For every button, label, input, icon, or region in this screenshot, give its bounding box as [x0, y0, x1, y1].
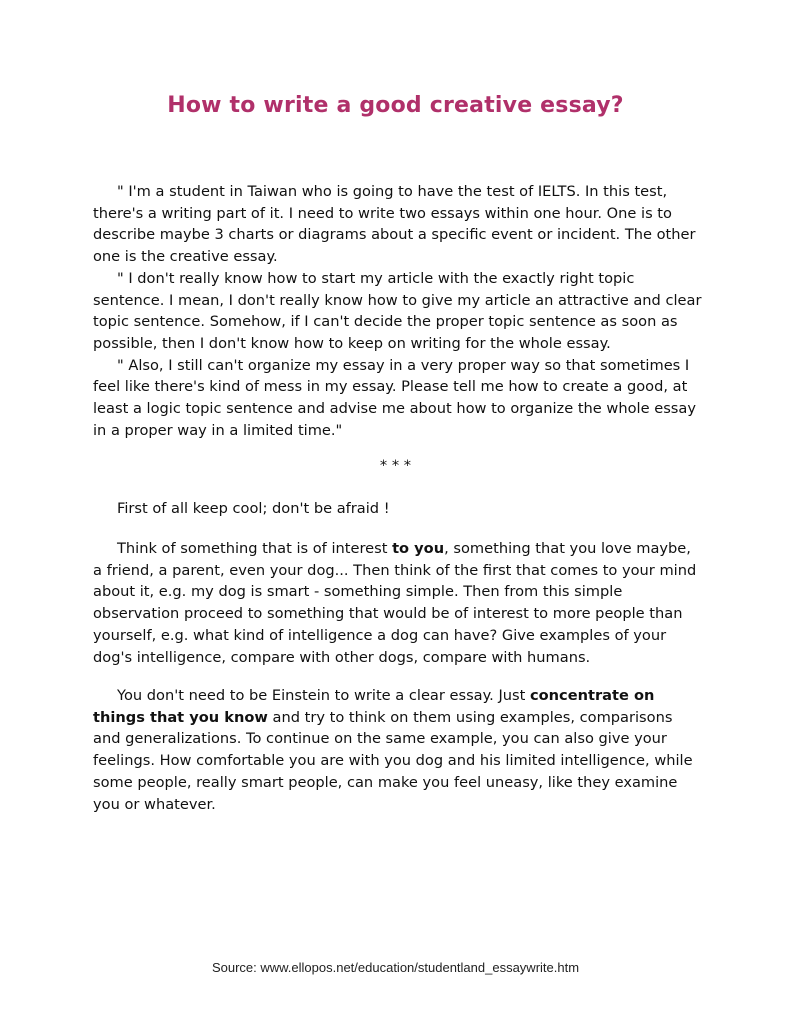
quote-paragraph-3: " Also, I still can't organize my essay in a very proper way so that sometimes I feel like there's kind of mess in my essay. Please tell me how to create a good, at least a logic topic sentence and advise me about how to organize the whole essay in a proper way in a limited time." [93, 356, 696, 439]
einstein-text-c: and try to think on them using examples, comparisons and generalizations. To continue on the same example, you can also give your feelings. How comfortable you are with you dog and his limited intelligence, while some people, really smart people, can make you feel uneasy, like they examine you or whatever. [93, 708, 693, 813]
answer-think-paragraph [93, 538, 703, 668]
section-separator [0, 457, 791, 474]
think-text-a: Think of something that is of interest [117, 540, 393, 557]
answer-einstein-paragraph [93, 685, 703, 815]
answer-einstein-text [93, 685, 703, 815]
page-title: How to write a good creative essay? [167, 93, 624, 118]
think-text-c: , something that you love maybe, a friend, a parent, even your dog... Then think of the first that comes to your mind about it, e.g. my dog is smart - something simple. Then from this simple observation proceed to something that would be of interest to more people than yourself, e.g. what kind of intelligence a dog can have? Give examples of your dog's intelligence, compare with other dogs, compare with humans. [93, 540, 697, 666]
answer-think-text [93, 538, 703, 668]
einstein-text-bold: concentrate on things that you know [93, 687, 655, 726]
question-quote [93, 181, 703, 441]
answer-intro-text: First of all keep cool; don't be afraid ! [117, 500, 390, 517]
separator-text: * * * [379, 457, 412, 474]
quote-paragraph-2: " I don't really know how to start my article with the exactly right topic sentence. I mean, I don't really know how to give my article an attractive and clear topic sentence. Somehow, if I can't decide the proper topic sentence as soon as possible, then I don't know how to keep on writing for the whole essay. [93, 269, 702, 352]
answer-intro [93, 498, 703, 520]
source-footer: Source: www.ellopos.net/education/studentland_essaywrite.htm [211, 960, 580, 975]
think-text-bold: to you [392, 540, 445, 557]
einstein-text-a: You don't need to be Einstein to write a clear essay. Just [117, 687, 530, 704]
quote-paragraph-1: " I'm a student in Taiwan who is going to have the test of IELTS. In this test, there's a writing part of it. I need to write two essays within one hour. One is to describe maybe 3 charts or diagrams about a specific event or incident. The other one is the creative essay. [93, 183, 696, 266]
